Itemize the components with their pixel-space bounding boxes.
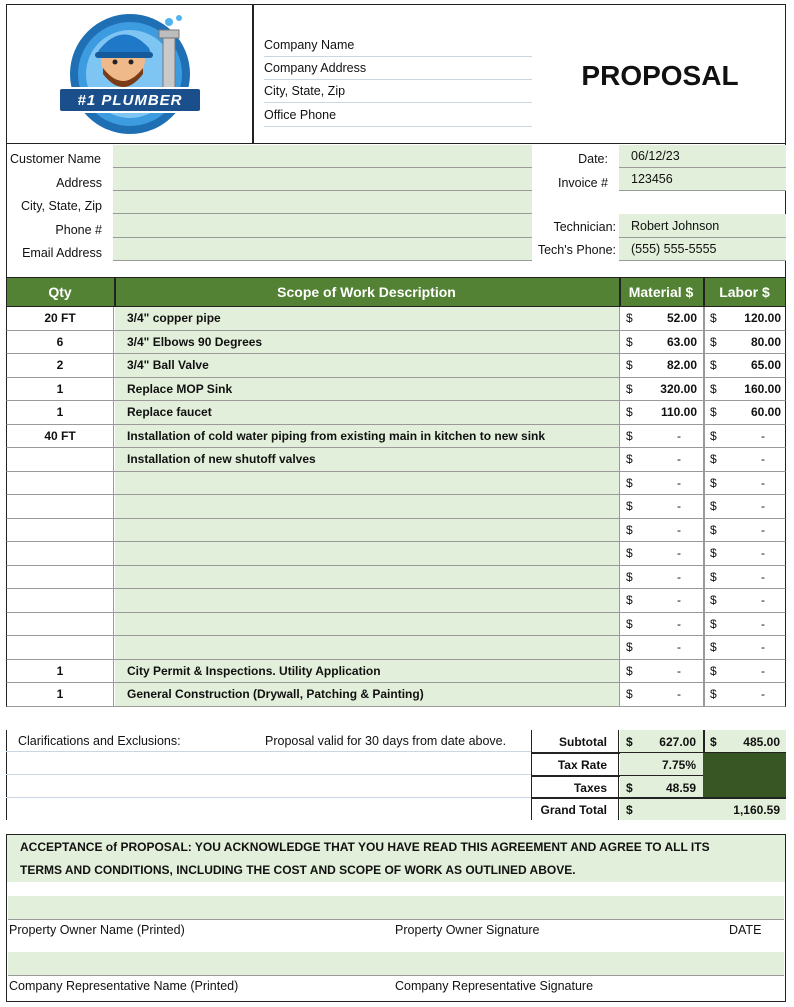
qty-cell[interactable] — [7, 495, 114, 518]
labor-currency: $ — [710, 522, 717, 537]
material-cell[interactable]: 320.00 — [660, 381, 697, 396]
owner-signature-label: Property Owner Signature — [395, 923, 540, 937]
taxes-value: 48.59 — [665, 781, 696, 795]
description-cell[interactable]: 3/4" copper pipe — [115, 307, 620, 330]
material-labor-sep — [703, 307, 705, 330]
qty-header: Qty — [48, 284, 72, 300]
subtotal-labor: 485.00 — [743, 735, 780, 749]
taxes-currency: $ — [626, 781, 633, 795]
acceptance-line-1: ACCEPTANCE of PROPOSAL: YOU ACKNOWLEDGE THAT YOU HAVE READ THIS AGREEMENT AND AGREE TO ALL ITS — [20, 840, 710, 854]
acceptance-line-2: TERMS AND CONDITIONS, INCLUDING THE COST AND SCOPE OF WORK AS OUTLINED ABOVE. — [20, 863, 576, 877]
material-cell[interactable]: - — [677, 687, 681, 702]
customer-name-label: Customer Name — [10, 152, 101, 166]
description-cell[interactable] — [115, 472, 620, 495]
clarif-line-1 — [6, 751, 531, 752]
table-row — [6, 566, 786, 590]
material-cell[interactable]: - — [677, 546, 681, 561]
material-labor-sep — [703, 636, 705, 659]
material-currency: $ — [626, 475, 633, 490]
logo-text: #1 PLUMBER — [77, 91, 183, 109]
description-cell[interactable]: Installation of cold water piping from existing main in kitchen to new sink — [115, 425, 620, 448]
qty-cell[interactable]: 1 — [7, 683, 114, 706]
material-currency: $ — [626, 405, 633, 420]
labor-cell[interactable]: - — [761, 687, 765, 702]
date-label: Date: — [578, 152, 608, 166]
material-currency: $ — [626, 569, 633, 584]
labor-currency: $ — [710, 687, 717, 702]
material-labor-sep — [703, 472, 705, 495]
material-currency: $ — [626, 687, 633, 702]
clarifications-label: Clarifications and Exclusions: — [18, 734, 181, 748]
material-labor-sep — [703, 331, 705, 354]
desc-header: Scope of Work Description — [277, 284, 456, 300]
table-row — [6, 401, 786, 425]
description-cell[interactable] — [115, 566, 620, 589]
material-cell[interactable]: 110.00 — [660, 405, 697, 420]
qty-cell[interactable]: 1 — [7, 378, 114, 401]
material-labor-sep — [703, 566, 705, 589]
labor-currency: $ — [710, 405, 717, 420]
qty-cell[interactable]: 1 — [7, 660, 114, 683]
labor-currency: $ — [710, 334, 717, 349]
labor-currency: $ — [710, 311, 717, 326]
qty-cell[interactable] — [7, 636, 114, 659]
header-divider — [252, 4, 254, 144]
rep-name-label: Company Representative Name (Printed) — [9, 979, 239, 993]
labor-cell[interactable]: - — [761, 593, 765, 608]
labor-currency: $ — [710, 640, 717, 655]
table-row — [6, 448, 786, 472]
material-currency: $ — [626, 522, 633, 537]
labor-cell[interactable]: - — [761, 428, 765, 443]
labor-currency: $ — [710, 593, 717, 608]
table-row — [6, 589, 786, 613]
labor-currency: $ — [710, 452, 717, 467]
description-cell[interactable] — [115, 495, 620, 518]
company-logo — [55, 12, 205, 136]
material-cell[interactable]: - — [677, 428, 681, 443]
invoice-field[interactable]: 123456 — [619, 168, 786, 191]
address-field[interactable] — [113, 168, 532, 191]
technician-label: Technician: — [553, 220, 616, 234]
material-cell[interactable]: - — [677, 452, 681, 467]
labor-cell[interactable]: 120.00 — [744, 311, 781, 326]
subtotal-label: Subtotal — [559, 735, 607, 749]
material-cell[interactable]: - — [677, 616, 681, 631]
table-row — [6, 307, 786, 331]
city-state-zip-label: City, State, Zip — [20, 199, 102, 213]
description-cell[interactable] — [115, 589, 620, 612]
owner-signature-line[interactable] — [8, 896, 784, 920]
material-labor-sep — [703, 589, 705, 612]
material-currency: $ — [626, 358, 633, 373]
grand-total-currency: $ — [626, 803, 633, 817]
rep-signature-label: Company Representative Signature — [395, 979, 594, 993]
material-labor-sep — [703, 354, 705, 377]
labor-cell[interactable]: 60.00 — [750, 405, 781, 420]
invoice-label: Invoice # — [557, 176, 608, 190]
material-currency: $ — [626, 452, 633, 467]
material-labor-sep — [703, 519, 705, 542]
city-state-zip-field[interactable] — [113, 191, 532, 214]
labor-cell[interactable]: 80.00 — [750, 334, 781, 349]
table-row — [6, 331, 786, 355]
material-cell[interactable]: - — [677, 475, 681, 490]
qty-cell[interactable] — [7, 472, 114, 495]
material-currency: $ — [626, 593, 633, 608]
material-labor-sep — [703, 378, 705, 401]
qty-cell[interactable] — [7, 566, 114, 589]
labor-cell[interactable]: - — [761, 452, 765, 467]
email-field[interactable] — [113, 238, 532, 261]
company-address: Company Address — [264, 57, 532, 80]
material-cell[interactable]: - — [677, 640, 681, 655]
table-row — [6, 472, 786, 496]
email-label: Email Address — [22, 246, 102, 260]
qty-cell[interactable] — [7, 448, 114, 471]
material-labor-sep — [703, 660, 705, 683]
phone-field[interactable] — [113, 214, 532, 238]
validity-note: Proposal valid for 30 days from date above. — [265, 734, 507, 748]
material-currency: $ — [626, 499, 633, 514]
technician-field[interactable]: Robert Johnson — [619, 214, 786, 238]
description-cell[interactable]: Replace faucet — [115, 401, 620, 424]
labor-currency: $ — [710, 475, 717, 490]
material-currency: $ — [626, 311, 633, 326]
table-row — [6, 542, 786, 566]
description-cell[interactable] — [115, 519, 620, 542]
labor-currency: $ — [710, 663, 717, 678]
description-cell[interactable] — [115, 613, 620, 636]
material-currency: $ — [626, 428, 633, 443]
table-row — [6, 495, 786, 519]
tax-dark-block — [703, 753, 786, 797]
material-labor-sep — [703, 425, 705, 448]
qty-cell[interactable]: 2 — [7, 354, 114, 377]
description-cell[interactable]: Replace MOP Sink — [115, 378, 620, 401]
material-labor-sep — [703, 613, 705, 636]
labor-currency: $ — [710, 546, 717, 561]
table-row — [6, 354, 786, 378]
labor-cell[interactable]: - — [761, 616, 765, 631]
labor-currency: $ — [710, 381, 717, 396]
labor-cell[interactable]: 160.00 — [744, 381, 781, 396]
table-row — [6, 425, 786, 449]
clarif-line-3 — [6, 797, 531, 798]
material-labor-sep — [703, 542, 705, 565]
owner-name-label: Property Owner Name (Printed) — [9, 923, 185, 937]
date-signature-label: DATE — [729, 923, 762, 937]
table-row — [6, 636, 786, 660]
material-header: Material $ — [628, 284, 694, 300]
description-cell[interactable]: General Construction (Drywall, Patching & Painting) — [115, 683, 620, 706]
qty-cell[interactable] — [7, 613, 114, 636]
labor-cell[interactable]: - — [761, 546, 765, 561]
qty-cell[interactable]: 6 — [7, 331, 114, 354]
date-field[interactable]: 06/12/23 — [619, 145, 786, 168]
clarif-line-2 — [6, 774, 531, 775]
description-cell[interactable]: 3/4" Elbows 90 Degrees — [115, 331, 620, 354]
qty-cell[interactable]: 40 FT — [7, 425, 114, 448]
description-cell[interactable] — [115, 636, 620, 659]
description-cell[interactable]: City Permit & Inspections. Utility Application — [115, 660, 620, 683]
labor-currency: $ — [710, 616, 717, 631]
rep-signature-line[interactable] — [8, 952, 784, 976]
table-row — [6, 683, 786, 707]
material-labor-sep — [703, 683, 705, 706]
table-row — [6, 660, 786, 684]
material-cell[interactable]: 82.00 — [666, 358, 697, 373]
company-office-phone: Office Phone — [264, 103, 532, 127]
material-currency: $ — [626, 334, 633, 349]
table-row — [6, 378, 786, 402]
qty-cell[interactable]: 1 — [7, 401, 114, 424]
qty-cell[interactable] — [7, 519, 114, 542]
description-cell[interactable]: 3/4" Ball Valve — [115, 354, 620, 377]
labor-currency: $ — [710, 428, 717, 443]
page-title: PROPOSAL — [581, 60, 739, 91]
material-labor-sep — [703, 495, 705, 518]
customer-name-field[interactable] — [113, 145, 532, 168]
address-label: Address — [56, 176, 102, 190]
description-cell[interactable] — [115, 542, 620, 565]
tech-phone-label: Tech's Phone: — [537, 243, 616, 257]
labor-cell[interactable]: - — [761, 569, 765, 584]
labor-cell[interactable]: - — [761, 475, 765, 490]
labor-header: Labor $ — [719, 284, 770, 300]
material-cell[interactable]: - — [677, 522, 681, 537]
table-row — [6, 613, 786, 637]
labor-currency: $ — [710, 569, 717, 584]
material-labor-sep — [703, 448, 705, 471]
phone-label: Phone # — [55, 223, 102, 237]
labor-cell[interactable]: - — [761, 499, 765, 514]
labor-cell[interactable]: - — [761, 522, 765, 537]
table-row — [6, 519, 786, 543]
company-name: Company Name — [264, 34, 532, 57]
qty-cell[interactable] — [7, 589, 114, 612]
material-currency: $ — [626, 663, 633, 678]
labor-currency: $ — [710, 358, 717, 373]
labor-cell[interactable]: 65.00 — [750, 358, 781, 373]
material-labor-sep — [703, 401, 705, 424]
grand-total-value: 1,160.59 — [733, 803, 780, 817]
material-currency: $ — [626, 640, 633, 655]
material-currency: $ — [626, 381, 633, 396]
tax-rate-value: 7.75% — [661, 758, 696, 772]
subtotal-material-currency: $ — [626, 735, 633, 749]
qty-cell[interactable]: 20 FT — [7, 307, 114, 330]
labor-cell[interactable]: - — [761, 640, 765, 655]
description-cell[interactable]: Installation of new shutoff valves — [115, 448, 620, 471]
labor-currency: $ — [710, 499, 717, 514]
material-cell[interactable]: 52.00 — [666, 311, 697, 326]
material-cell[interactable]: 63.00 — [666, 334, 697, 349]
material-cell[interactable]: - — [677, 663, 681, 678]
material-cell[interactable]: - — [677, 499, 681, 514]
company-city-state-zip: City, State, Zip — [264, 80, 532, 103]
qty-cell[interactable] — [7, 542, 114, 565]
grand-total-label: Grand Total — [540, 803, 607, 817]
tech-phone-field[interactable]: (555) 555-5555 — [619, 238, 786, 261]
taxes-label: Taxes — [573, 781, 607, 795]
subtotal-material: 627.00 — [659, 735, 696, 749]
material-cell[interactable]: - — [677, 569, 681, 584]
subtotal-labor-currency: $ — [710, 735, 717, 749]
material-currency: $ — [626, 616, 633, 631]
material-cell[interactable]: - — [677, 593, 681, 608]
material-currency: $ — [626, 546, 633, 561]
tax-rate-label: Tax Rate — [557, 758, 607, 772]
labor-cell[interactable]: - — [761, 663, 765, 678]
